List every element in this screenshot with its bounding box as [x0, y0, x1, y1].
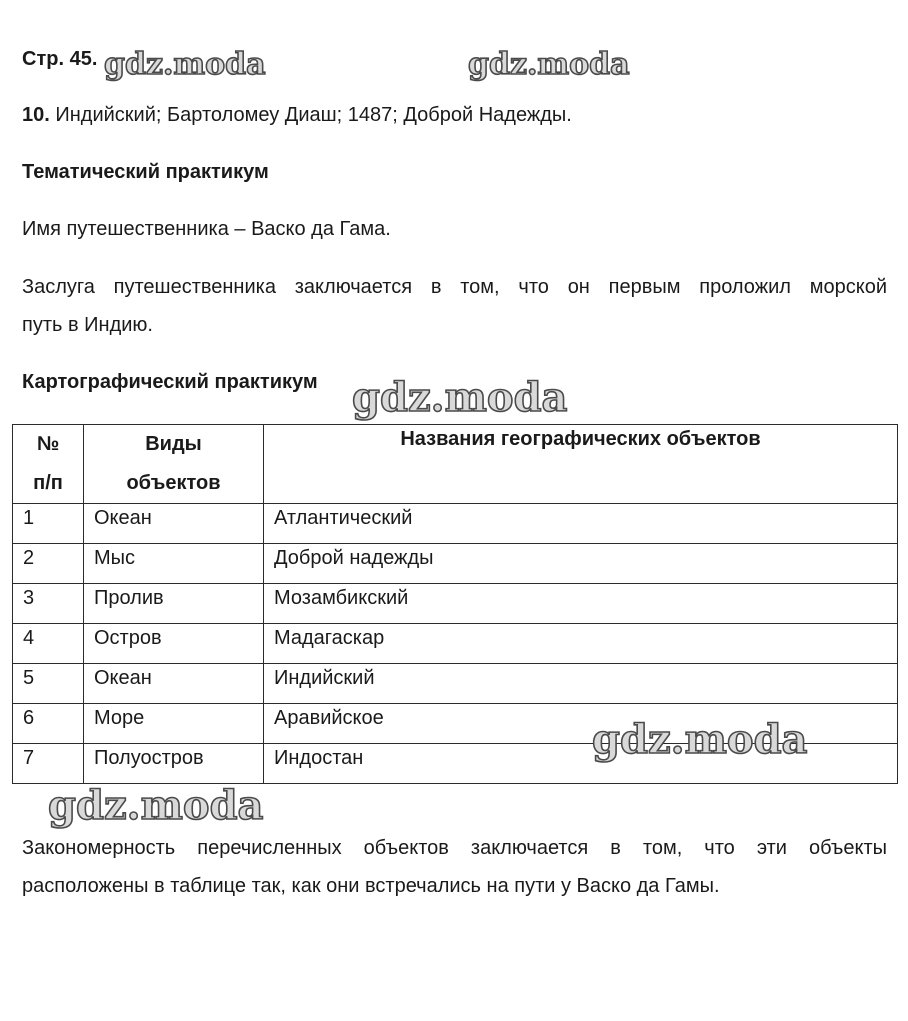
- merit-line-1: Заслуга путешественника заключается в том, что он первым проложил морской: [22, 276, 887, 298]
- row-name: Мозамбикский: [264, 584, 898, 624]
- row-name: Атлантический: [264, 504, 898, 544]
- geo-objects-table: [12, 424, 898, 784]
- thematic-heading: Тематический практикум: [22, 161, 269, 183]
- table-row: [13, 744, 898, 784]
- header-number-line-1: №: [36, 433, 60, 455]
- cartographic-heading: Картографический практикум: [22, 371, 318, 393]
- table-row: [13, 704, 898, 744]
- table-row: [13, 664, 898, 704]
- table-row: [13, 584, 898, 624]
- row-number: 4: [13, 624, 84, 664]
- row-type: Полуостров: [84, 744, 264, 784]
- row-type: Океан: [84, 664, 264, 704]
- watermark: gdz.moda: [104, 47, 266, 82]
- watermark: gdz.moda: [592, 716, 808, 763]
- header-type-line-2: объектов: [126, 472, 221, 494]
- row-name: Мадагаскар: [264, 624, 898, 664]
- row-name: Доброй надежды: [264, 544, 898, 584]
- row-name: Индийский: [264, 664, 898, 704]
- row-number: 6: [13, 704, 84, 744]
- table-row: [13, 624, 898, 664]
- row-number: 3: [13, 584, 84, 624]
- page-reference: Стр. 45.: [22, 48, 98, 70]
- row-type: Море: [84, 704, 264, 744]
- row-number: 1: [13, 504, 84, 544]
- watermark: gdz.moda: [48, 782, 264, 829]
- row-number: 7: [13, 744, 84, 784]
- watermark: gdz.moda: [468, 47, 630, 82]
- conclusion-line-1: Закономерность перечисленных объектов заключается в том, что эти объекты: [22, 837, 887, 859]
- row-type: Мыс: [84, 544, 264, 584]
- row-type: Остров: [84, 624, 264, 664]
- row-name: Индостан: [264, 744, 898, 784]
- header-type-line-1: Виды: [145, 433, 202, 455]
- traveler-name: Имя путешественника – Васко да Гама.: [22, 218, 391, 240]
- watermark: gdz.moda: [352, 374, 568, 421]
- merit-line-2: путь в Индию.: [22, 314, 153, 336]
- header-object-type: [84, 425, 264, 504]
- table-row: [13, 504, 898, 544]
- table-row: [13, 544, 898, 584]
- answer-10-number: 10.: [22, 104, 50, 126]
- answer-10: [22, 102, 572, 128]
- header-object-names: Названия географических объектов: [264, 425, 898, 504]
- row-number: 2: [13, 544, 84, 584]
- row-type: Океан: [84, 504, 264, 544]
- row-name: Аравийское: [264, 704, 898, 744]
- conclusion-line-2: расположены в таблице так, как они встречались на пути у Васко да Гамы.: [22, 875, 720, 897]
- header-number: [13, 425, 84, 504]
- table-header-row: [13, 425, 898, 504]
- answer-10-text: Индийский; Бартоломеу Диаш; 1487; Доброй Надежды.: [55, 104, 572, 126]
- row-type: Пролив: [84, 584, 264, 624]
- header-number-line-2: п/п: [33, 472, 63, 494]
- row-number: 5: [13, 664, 84, 704]
